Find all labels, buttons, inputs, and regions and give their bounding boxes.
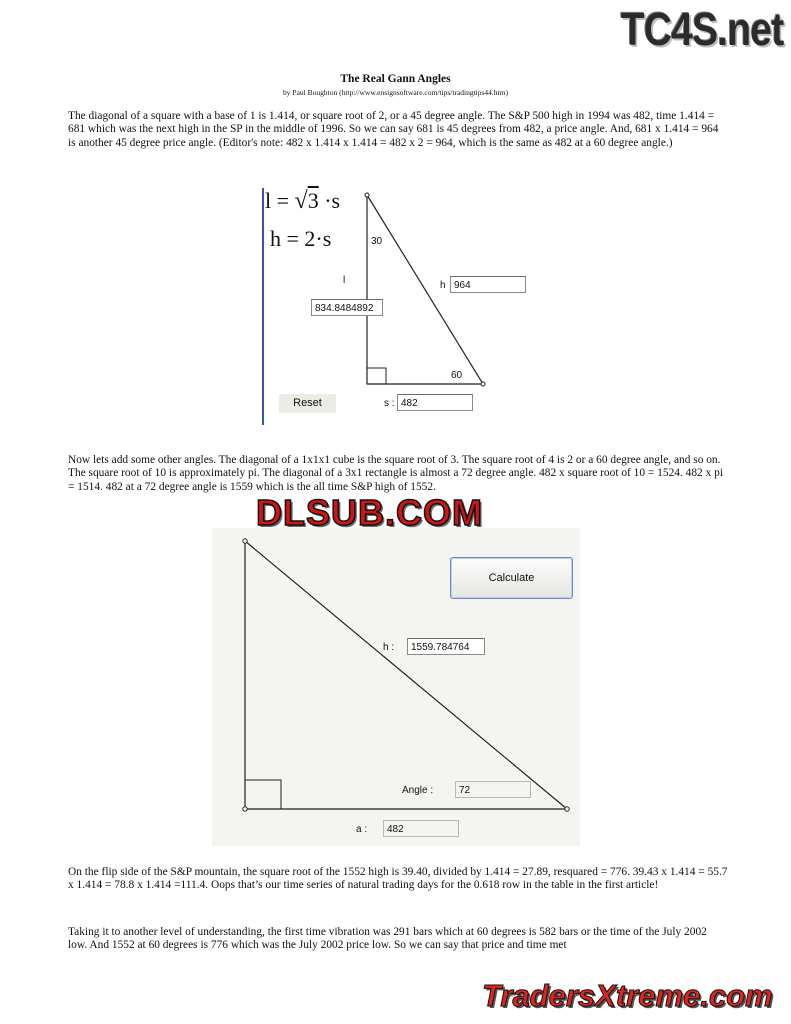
label-h: h [440, 280, 446, 291]
dlsub-watermark: DLSUB.COM [256, 492, 483, 533]
angle-field[interactable]: 72 [455, 781, 531, 798]
paragraph-3: On the flip side of the S&P mountain, the square root of the 1552 high is 39.40, divided by 1.414 = 27.89, resquared = 776. 39.43 x 1.414 = 55.7 x 1.414 = 78.8 x 1.414 =111.4. Oops that’s our time series of natural trading days for the 0.618 row in the table in the first article! [68, 866, 728, 892]
paragraph-1: The diagonal of a square with a base of 1 is 1.414, or square root of 2, or a 45 degree angle. The S&P 500 high in 1994 was 482, time 1.414 = 681 which was the next high in the SP in the middle of 1996. So we can say 681 is 45 degrees from 482, a price angle. And, 681 x 1.414 = 964 is another 45 degree price angle. (Editor's note: 482 x 1.414 x 1.414 = 482 x 2 = 964, which is the same as 482 at a 60 degree angle.) [68, 110, 719, 149]
angle-30-label: 30 [371, 236, 383, 247]
h-result-field[interactable]: 1559.784764 [407, 638, 485, 655]
s-value-field[interactable]: 482 [397, 394, 473, 411]
label-h-2: h : [383, 642, 395, 653]
label-angle: Angle : [402, 785, 434, 796]
h-value-field[interactable]: 964 [450, 276, 526, 293]
a-field[interactable]: 482 [383, 820, 459, 837]
formula-h-equals: h = 2·s [270, 226, 332, 251]
angle-60-label: 60 [451, 370, 463, 381]
calculate-button[interactable]: Calculate [450, 557, 573, 599]
tc4s-watermark: TC4S.net [620, 3, 783, 55]
triangle2-vertex-top [243, 539, 247, 543]
label-a: a : [356, 824, 368, 835]
paragraph-4: Taking it to another level of understanding, the first time vibration was 291 bars which at 60 degrees is 582 bars or the time of the July 2002 low. And 1552 at 60 degrees is 776 which was the July 2002 price low. So we can say that price and time met [68, 926, 707, 952]
triangle2-vertex-corner [243, 807, 247, 811]
tradersxtreme-watermark: TradersXtreme.com [482, 978, 773, 1013]
article-title: The Real Gann Angles [340, 73, 451, 85]
formula-l-equals: l = √3 ·s [265, 188, 341, 214]
article-byline: by Paul Boughton (http://www.ensignsoftware.com/tips/tradingtips44.htm) [283, 88, 508, 97]
triangle2-vertex-right [565, 807, 569, 811]
label-s: s : [384, 398, 395, 409]
vertex-right [481, 382, 485, 386]
l-value-field[interactable]: 834.8484892 [311, 299, 383, 316]
right-angle-marker [367, 368, 386, 384]
reset-button[interactable]: Reset [279, 394, 336, 413]
label-l: l [343, 275, 346, 286]
paragraph-2: Now lets add some other angles. The diagonal of a 1x1x1 cube is the square root of 3. The square root of 4 is 2 or a 60 degree angle, and so on. The square root of 10 is approximately pi. The diagonal of a 3x1 rectangle is almost a 72 degree angle. 482 x square root of 10 = 1524. 482 x pi = 1514. 482 at a 72 degree angle is 1559 which is the all time S&P high of 1552. [68, 454, 723, 493]
vertex-top [365, 193, 369, 197]
triangle2-right-angle-marker [245, 780, 281, 809]
